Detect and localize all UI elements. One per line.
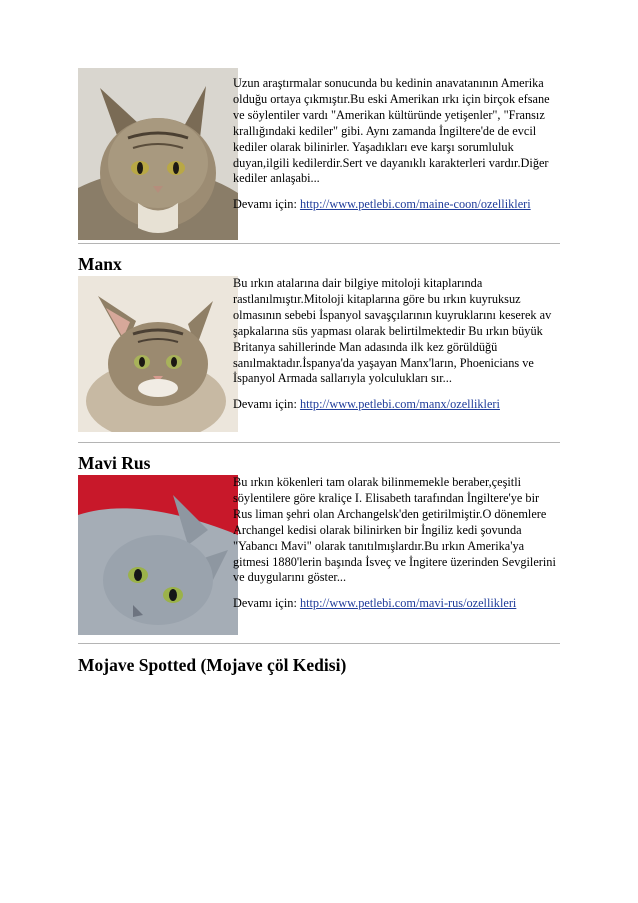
manx-details-link[interactable]: http://www.petlebi.com/manx/ozellikleri bbox=[299, 397, 500, 412]
description-text: Bu ırkın atalarına dair bilgiye mitoloji kitaplarında rastlanılmıştır.Mitoloji kitaplarına göre bu ırkın kuyruksuz olmasının sebebi İspanyol savaşçılarının kuyruklarını keserek av şapkalarına süs yapması olarak belirtilmektedir Bu ırkın büyük Britanya sahillerinde Man adasında ilk kez görüldüğü sanılmaktadır.İspanya'da yaşayan Manx'ların, Phoenicians ve İspanyol Armada sallarıyla yolculukları sır... bbox=[233, 276, 552, 386]
breed-heading-manx: Manx bbox=[78, 254, 122, 274]
breed-heading-mavi-rus: Mavi Rus bbox=[78, 453, 151, 473]
section-divider bbox=[78, 243, 560, 244]
breed-entry-mavi-rus bbox=[78, 475, 560, 635]
breed-description bbox=[233, 475, 561, 612]
link-prefix: Devamı için: bbox=[233, 197, 300, 212]
more-info-line bbox=[233, 596, 561, 612]
section-divider bbox=[78, 643, 560, 644]
mavi-rus-details-link[interactable]: http://www.petlebi.com/mavi-rus/ozellikleri bbox=[299, 596, 517, 611]
link-prefix: Devamı için: bbox=[233, 596, 300, 611]
maine-coon-cat-photo bbox=[78, 68, 238, 240]
breed-entry-manx bbox=[78, 276, 560, 432]
breed-description bbox=[233, 276, 561, 413]
description-text: Uzun araştırmalar sonucunda bu kedinin anavatanının Amerika olduğu ortaya çıkmıştır.Bu eski Amerikan ırkı için birçok efsane ve söylentiler vardı "Amerikan kültüründe yetişenler", "Fransız krallığındaki kediler" gibi. Aynı zamanda İngiltere'de de evcil kediler olarak bilinirler. Yaşadıkları eve karşı sorumluluk duyan,ilgili kedilerdir.Sert ve dayanıklı karakterleri vardır.Diğer kediler anlaşabi... bbox=[233, 76, 550, 186]
manx-cat-photo bbox=[78, 276, 238, 432]
maine-coon-details-link[interactable]: http://www.petlebi.com/maine-coon/ozellikleri bbox=[299, 197, 531, 212]
breed-heading-mojave-spotted: Mojave Spotted (Mojave çöl Kedisi) bbox=[78, 655, 347, 675]
more-info-line bbox=[233, 397, 561, 413]
section-divider bbox=[78, 442, 560, 443]
link-prefix: Devamı için: bbox=[233, 397, 300, 412]
description-text: Bu ırkın kökenleri tam olarak bilinmemekle beraber,çeşitli söylentilere göre kraliçe I. Elisabeth tarafından İngiltere'ye bir Rus liman şehri olan Archangelsk'den getirilmiştir.O dönemlere Archangel kedisi olarak bilinirken bir İngiliz kedi şovunda "Yabancı Mavi" olarak tanıtılmışlardır.Bu ırkın Amerika'ya gitmesi 1880'lerin başında İsveç ve İngitere üzerinden Sevgilerini ve duygularını göster... bbox=[233, 475, 556, 585]
more-info-line bbox=[233, 197, 561, 213]
russian-blue-cat-photo bbox=[78, 475, 238, 635]
breed-description bbox=[233, 76, 561, 213]
breed-entry-maine-coon bbox=[78, 68, 560, 240]
